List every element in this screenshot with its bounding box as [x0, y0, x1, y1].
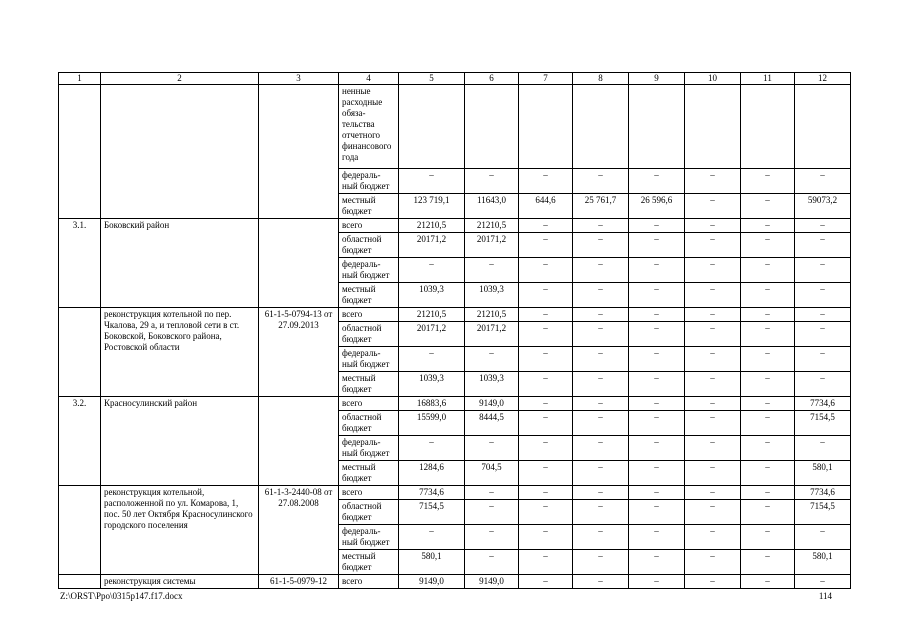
amount-cell: – — [685, 436, 741, 461]
amount-cell: – — [519, 219, 573, 233]
funding-source: федераль-ный бюджет — [339, 347, 399, 372]
amount-cell: – — [465, 486, 519, 500]
amount-cell: – — [741, 575, 795, 589]
amount-cell: – — [573, 308, 629, 322]
document-ref — [259, 219, 339, 308]
section-number — [59, 308, 101, 397]
amount-cell: – — [519, 169, 573, 194]
object-name: реконструкция системы — [101, 575, 259, 589]
amount-cell: 7154,5 — [795, 500, 851, 525]
amount-cell — [795, 85, 851, 169]
object-name — [101, 85, 259, 219]
amount-cell: – — [795, 372, 851, 397]
column-number: 6 — [465, 73, 519, 85]
column-number: 8 — [573, 73, 629, 85]
amount-cell: 20171,2 — [399, 322, 465, 347]
amount-cell: – — [795, 258, 851, 283]
amount-cell: 644,6 — [519, 194, 573, 219]
amount-cell: – — [629, 322, 685, 347]
amount-cell: 20171,2 — [399, 233, 465, 258]
amount-cell: 11643,0 — [465, 194, 519, 219]
amount-cell: – — [795, 347, 851, 372]
amount-cell: – — [399, 525, 465, 550]
amount-cell: – — [573, 233, 629, 258]
amount-cell — [629, 85, 685, 169]
document-ref: 61-1-5-0979-12 — [259, 575, 339, 589]
amount-cell: 7154,5 — [399, 500, 465, 525]
amount-cell: – — [629, 525, 685, 550]
amount-cell: 20171,2 — [465, 233, 519, 258]
amount-cell: – — [573, 525, 629, 550]
amount-cell: – — [399, 258, 465, 283]
amount-cell: – — [629, 283, 685, 308]
amount-cell: – — [573, 500, 629, 525]
header-row — [59, 73, 851, 85]
amount-cell: – — [741, 347, 795, 372]
amount-cell: 9149,0 — [465, 575, 519, 589]
amount-cell — [465, 85, 519, 169]
amount-cell: – — [519, 322, 573, 347]
funding-source: местный бюджет — [339, 372, 399, 397]
amount-cell: – — [795, 525, 851, 550]
amount-cell: – — [795, 575, 851, 589]
amount-cell: – — [795, 219, 851, 233]
amount-cell: – — [629, 258, 685, 283]
object-name: Красносулинский район — [101, 397, 259, 486]
amount-cell: – — [519, 436, 573, 461]
table-row — [59, 85, 851, 169]
amount-cell: – — [741, 372, 795, 397]
amount-cell: – — [741, 258, 795, 283]
column-number: 12 — [795, 73, 851, 85]
amount-cell: – — [741, 436, 795, 461]
object-name: реконструкция котельной, расположенной по ул. Комарова, 1, пос. 50 лет Октября Красносулинского городского поселения — [101, 486, 259, 575]
amount-cell: 580,1 — [399, 550, 465, 575]
funding-source: всего — [339, 486, 399, 500]
document-ref: 61-1-3-2440-08 от 27.08.2008 — [259, 486, 339, 575]
amount-cell: – — [741, 169, 795, 194]
amount-cell: – — [519, 525, 573, 550]
amount-cell: – — [573, 169, 629, 194]
table-row — [59, 575, 851, 589]
funding-source: федераль-ный бюджет — [339, 525, 399, 550]
amount-cell: – — [629, 550, 685, 575]
amount-cell: – — [629, 308, 685, 322]
amount-cell: – — [741, 219, 795, 233]
amount-cell: – — [685, 283, 741, 308]
amount-cell: – — [685, 258, 741, 283]
amount-cell: 7154,5 — [795, 411, 851, 436]
amount-cell: – — [519, 411, 573, 436]
amount-cell: – — [741, 397, 795, 411]
amount-cell: – — [741, 500, 795, 525]
funding-source: областной бюджет — [339, 233, 399, 258]
amount-cell: – — [519, 575, 573, 589]
amount-cell: – — [685, 169, 741, 194]
amount-cell: 21210,5 — [399, 308, 465, 322]
amount-cell: – — [685, 525, 741, 550]
amount-cell: – — [685, 347, 741, 372]
table-row — [59, 219, 851, 233]
funding-source: всего — [339, 397, 399, 411]
amount-cell: – — [629, 436, 685, 461]
amount-cell: – — [741, 194, 795, 219]
amount-cell: – — [685, 486, 741, 500]
document-ref — [259, 85, 339, 219]
amount-cell: 7734,6 — [399, 486, 465, 500]
amount-cell: 25 761,7 — [573, 194, 629, 219]
amount-cell: – — [519, 347, 573, 372]
funding-source: областной бюджет — [339, 322, 399, 347]
funding-source: федераль-ный бюджет — [339, 169, 399, 194]
amount-cell: – — [573, 219, 629, 233]
amount-cell: – — [573, 283, 629, 308]
section-number — [59, 486, 101, 575]
section-number — [59, 575, 101, 589]
section-number: 3.2. — [59, 397, 101, 486]
column-number: 4 — [339, 73, 399, 85]
amount-cell: – — [519, 397, 573, 411]
object-name: Боковский район — [101, 219, 259, 308]
amount-cell: – — [795, 233, 851, 258]
amount-cell: – — [573, 397, 629, 411]
amount-cell: – — [685, 233, 741, 258]
amount-cell: – — [629, 397, 685, 411]
amount-cell: – — [741, 461, 795, 486]
funding-source: местный бюджет — [339, 283, 399, 308]
amount-cell: – — [741, 550, 795, 575]
table-row — [59, 308, 851, 322]
amount-cell: 1284,6 — [399, 461, 465, 486]
section-number: 3.1. — [59, 219, 101, 308]
amount-cell — [741, 85, 795, 169]
amount-cell: – — [399, 347, 465, 372]
amount-cell: 1039,3 — [465, 372, 519, 397]
amount-cell: – — [629, 169, 685, 194]
amount-cell — [519, 85, 573, 169]
amount-cell: – — [519, 500, 573, 525]
funding-source: местный бюджет — [339, 461, 399, 486]
funding-source: областной бюджет — [339, 500, 399, 525]
amount-cell: – — [573, 258, 629, 283]
amount-cell: – — [573, 486, 629, 500]
object-name: реконструкция котельной по пер. Чкалова, 29 а, и тепловой сети в ст. Боковской, Боковского района, Ростовской области — [101, 308, 259, 397]
amount-cell — [399, 85, 465, 169]
amount-cell: – — [465, 169, 519, 194]
amount-cell: – — [685, 372, 741, 397]
amount-cell: 15599,0 — [399, 411, 465, 436]
amount-cell: – — [465, 258, 519, 283]
funding-source: всего — [339, 575, 399, 589]
amount-cell: 7734,6 — [795, 486, 851, 500]
amount-cell: – — [685, 219, 741, 233]
file-path: Z:\ORST\Ppo\0315p147.f17.docx — [60, 591, 183, 601]
amount-cell: 9149,0 — [465, 397, 519, 411]
amount-cell: – — [519, 461, 573, 486]
amount-cell: – — [795, 436, 851, 461]
amount-cell: – — [685, 322, 741, 347]
amount-cell: 8444,5 — [465, 411, 519, 436]
amount-cell: – — [465, 500, 519, 525]
amount-cell: – — [519, 283, 573, 308]
column-number: 7 — [519, 73, 573, 85]
amount-cell: – — [573, 411, 629, 436]
amount-cell: 21210,5 — [399, 219, 465, 233]
amount-cell: – — [629, 486, 685, 500]
amount-cell: 1039,3 — [399, 372, 465, 397]
table-row — [59, 397, 851, 411]
document-ref — [259, 397, 339, 486]
funding-source: федераль-ный бюджет — [339, 436, 399, 461]
amount-cell: – — [685, 575, 741, 589]
amount-cell: – — [519, 308, 573, 322]
amount-cell: – — [573, 322, 629, 347]
amount-cell: – — [629, 372, 685, 397]
amount-cell: 580,1 — [795, 461, 851, 486]
amount-cell: – — [519, 258, 573, 283]
amount-cell: 1039,3 — [465, 283, 519, 308]
column-number: 10 — [685, 73, 741, 85]
amount-cell: – — [573, 347, 629, 372]
amount-cell — [685, 85, 741, 169]
amount-cell: 21210,5 — [465, 219, 519, 233]
funding-source: областной бюджет — [339, 411, 399, 436]
amount-cell: – — [795, 169, 851, 194]
amount-cell: – — [519, 550, 573, 575]
amount-cell: – — [741, 486, 795, 500]
amount-cell: – — [629, 233, 685, 258]
amount-cell: – — [795, 308, 851, 322]
amount-cell: – — [573, 436, 629, 461]
amount-cell — [573, 85, 629, 169]
amount-cell: – — [629, 461, 685, 486]
table-row — [59, 486, 851, 500]
column-number: 9 — [629, 73, 685, 85]
amount-cell: 59073,2 — [795, 194, 851, 219]
amount-cell: 123 719,1 — [399, 194, 465, 219]
amount-cell: – — [741, 411, 795, 436]
document-ref: 61-1-5-0794-13 от 27.09.2013 — [259, 308, 339, 397]
amount-cell: – — [685, 194, 741, 219]
amount-cell: – — [573, 575, 629, 589]
amount-cell: – — [685, 308, 741, 322]
amount-cell: – — [741, 525, 795, 550]
column-number: 5 — [399, 73, 465, 85]
amount-cell: – — [519, 233, 573, 258]
column-number: 3 — [259, 73, 339, 85]
column-number: 1 — [59, 73, 101, 85]
funding-source: федераль-ный бюджет — [339, 258, 399, 283]
funding-source: ненные расходные обяза-тельства отчетного финансового года — [339, 85, 399, 169]
amount-cell: – — [741, 283, 795, 308]
funding-source: местный бюджет — [339, 194, 399, 219]
amount-cell: – — [399, 169, 465, 194]
amount-cell: – — [685, 411, 741, 436]
amount-cell: – — [465, 550, 519, 575]
amount-cell: 7734,6 — [795, 397, 851, 411]
section-number — [59, 85, 101, 219]
amount-cell: 21210,5 — [465, 308, 519, 322]
column-number: 11 — [741, 73, 795, 85]
amount-cell: – — [795, 322, 851, 347]
amount-cell: – — [573, 550, 629, 575]
column-number: 2 — [101, 73, 259, 85]
amount-cell: – — [519, 372, 573, 397]
amount-cell: – — [629, 219, 685, 233]
budget-table — [58, 72, 851, 589]
page-number: 114 — [818, 591, 832, 601]
amount-cell: – — [519, 486, 573, 500]
amount-cell: – — [573, 372, 629, 397]
amount-cell: – — [629, 500, 685, 525]
amount-cell: – — [629, 411, 685, 436]
amount-cell: – — [741, 233, 795, 258]
amount-cell: – — [465, 436, 519, 461]
amount-cell: 26 596,6 — [629, 194, 685, 219]
amount-cell: 1039,3 — [399, 283, 465, 308]
amount-cell: – — [629, 575, 685, 589]
funding-source: всего — [339, 219, 399, 233]
funding-source: всего — [339, 308, 399, 322]
amount-cell: 704,5 — [465, 461, 519, 486]
amount-cell: 20171,2 — [465, 322, 519, 347]
amount-cell: – — [465, 347, 519, 372]
amount-cell: – — [795, 283, 851, 308]
amount-cell: – — [685, 550, 741, 575]
amount-cell: – — [685, 397, 741, 411]
amount-cell: – — [685, 500, 741, 525]
amount-cell: – — [399, 436, 465, 461]
amount-cell: – — [741, 308, 795, 322]
funding-source: местный бюджет — [339, 550, 399, 575]
amount-cell: 16883,6 — [399, 397, 465, 411]
amount-cell: – — [741, 322, 795, 347]
amount-cell: – — [465, 525, 519, 550]
amount-cell: – — [629, 347, 685, 372]
amount-cell: – — [573, 461, 629, 486]
amount-cell: 9149,0 — [399, 575, 465, 589]
amount-cell: 580,1 — [795, 550, 851, 575]
amount-cell: – — [685, 461, 741, 486]
